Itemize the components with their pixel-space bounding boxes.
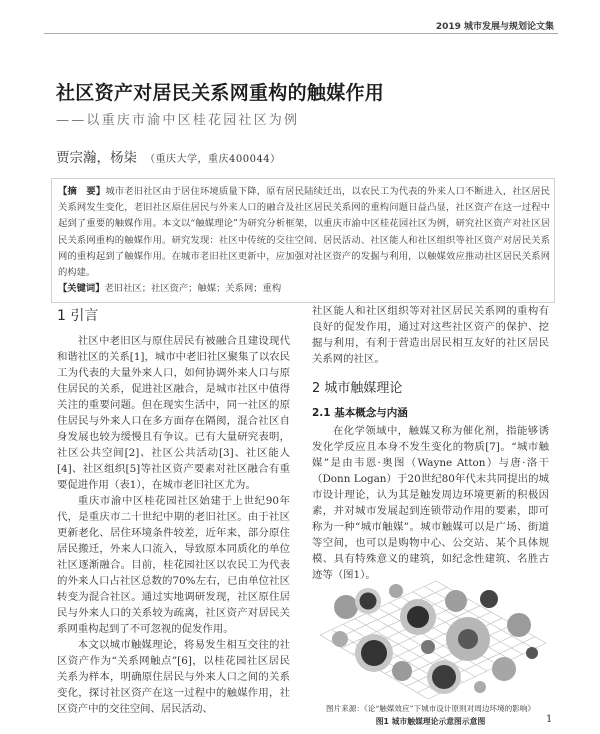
section-2-1-heading: 2.1 基本概念与内涵 [312,407,408,419]
abstract-label: 【摘 要】 [58,186,106,197]
catalyst-circle [421,640,435,654]
abstract-text: 城市老旧社区由于居住环境质量下降，原有居民陆续迁出，以农民工为代表的外来人口不断进入，社区居民关系网发生变化，老旧社区原住居民与外来人口的融合及社区居民关系网的重构问题日益凸显，社区资产在这一过程中起到了重要的触媒作用。本文以“触媒理论”为研究分析框架，以重庆市渝中区桂花园社区为例，研究社区资产对社区居民关系网重构的触媒作用。研究发现：社区中传统的交往空间、居民活动、社区能人和社区组织等社区资产对居民关系网的重构起到了触媒作用。在城市老旧社区更新中，应加强对社区资产的发掘与利用，以触媒效应推动社区居民关系网的构建。 [58,186,550,279]
page-number: 1 [546,714,553,725]
header-rule [44,33,558,34]
catalyst-circle [507,613,531,637]
catalyst-circle [332,631,348,647]
section-1-paragraph-2: 重庆市渝中区桂花园社区始建于上世纪90年代，是重庆市二十世纪中期的老旧社区。由于社区更新老化、居住环境条件较差，近年来，部分原住居民搬迁，外来人口流入，导致原本同质化的单位社区逐渐融合。目前，桂花园社区以农民工为代表的外来人口占社区总数的70%左右，已由单位社区转变为混合社区。通过实地调研发现，社区原住居民与外来人口的关系较为疏离，社区资产对居民关系网重构起到了不可忽视的促发作用。 [57,495,290,635]
section-1-paragraph-3-continued: 社区能人和社区组织等对社区居民关系网的重构有良好的促发作用，通过对这些社区资产的保护、挖掘与利用，有利于营造出居民相互友好的社区居民关系网的社区。 [312,305,549,365]
section-1-heading: 1 引言 [57,308,99,324]
urban-catalyst-diagram [318,577,548,701]
figure-source: 图片来源：《论“触媒效应”下城市设计原则对周边环境的影响》 [326,704,535,713]
keywords [58,281,550,297]
author-affiliation: （重庆大学，重庆400044） [145,154,281,165]
catalyst-circle [407,606,429,628]
catalyst-circle [334,595,358,619]
abstract [58,184,550,281]
keywords-text: 老旧社区；社区资产；触媒；关系网；重构 [104,283,282,295]
catalyst-circle [361,640,387,666]
catalyst-circle [458,629,478,649]
catalyst-circle [432,665,456,689]
catalyst-circle [389,584,403,598]
running-header: 2019 城市发展与规划论文集 [435,22,554,32]
author-names: 贾宗瀚，杨柒 [56,150,137,166]
catalyst-circle [526,647,538,659]
figure-caption: 图1 城市触媒理论示意图示意图 [375,717,486,726]
abstract-box [51,178,555,303]
catalyst-circle [480,590,498,608]
section-1-paragraph-3: 本文以城市触媒理论，将易发生相互交往的社区资产作为“关系网触点”[6]，以桂花园社区居民关系为样本，明确原住居民与外来人口之间的关系变化，探讨社区资产在这一过程中的触媒作用，社区资产中的交往空间、居民活动、 [57,639,290,715]
paper-subtitle: ——以重庆市渝中区桂花园社区为例 [56,113,300,128]
catalyst-circles [332,584,538,694]
section-2-heading: 2 城市触媒理论 [312,381,403,396]
catalyst-circle [492,657,516,681]
section-1-paragraph-1: 社区中老旧区与原住居民有被融合且建设现代和谐社区的关系[1]，城市中老旧社区聚集了以农民工为代表的大量外来人口，如何协调外来人口与原住居民的关系，促进社区融合，是城市社区中值得关注的重要问题。但在现实生活中，同一社区的原住居民与外来人口在多方面存在隔阂，混合社区自身发展也较为缓慢且有争议。已有大量研究表明，社区公共空间[2]、社区公共活动[3]、社区能人[4]、社区组织[5]等社区资产要素对社区融合有重要促进作用（表1），在城市老旧社区尤为。 [57,335,290,491]
catalyst-circle [360,593,377,610]
catalyst-circle [474,681,486,693]
catalyst-circle [392,661,412,681]
right-column [312,303,549,583]
left-column [57,305,290,717]
section-2-1-paragraph: 在化学领域中，触媒又称为催化剂，指能够诱发化学反应且本身不发生变化的物质[7]。“城市触媒”是由韦恩·奥图（Wayne Atton）与唐·洛干（Donn Logan）于20世纪80年代末共同提出的城市设计理论，认为其是触发周边环境更新的积极因素，并对城市发展起到连锁带动作用的要素，即可称为一种“城市触媒”。城市触媒可以是广场、街道等空间，也可以是购物中心、公交站、某个具体规模、具有特殊意义的建筑，如纪念性建筑、名胜古迹等（图1）。 [312,425,549,581]
author-line [56,146,281,166]
keywords-label: 【关键词】 [58,283,105,295]
catalyst-circle [445,590,467,612]
paper-title: 社区资产对居民关系网重构的触媒作用 [56,82,385,104]
